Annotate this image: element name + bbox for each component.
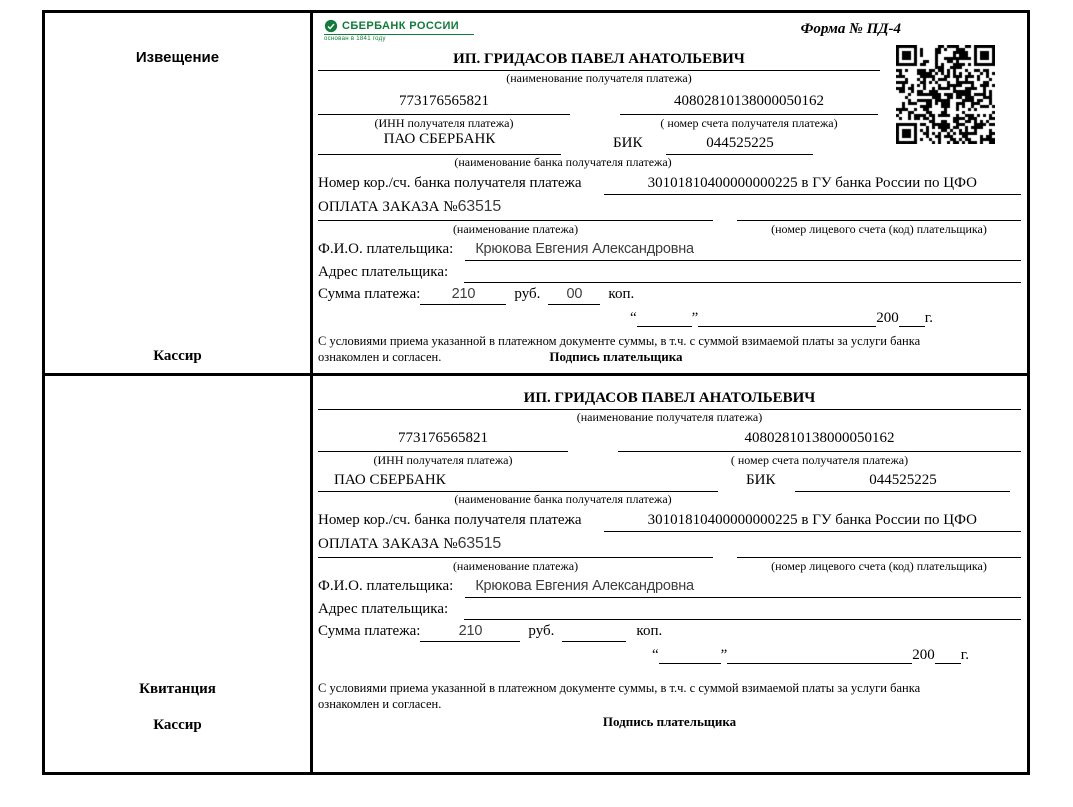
payment-purpose <box>318 195 713 221</box>
receipt-side-column <box>45 376 313 772</box>
terms-line1: С условиями приема указанной в платежном документе суммы, в т.ч. с суммой взимаемой платы за услуги банка <box>318 681 921 695</box>
sum-label: Сумма платежа: <box>318 623 421 639</box>
kop-label: коп. <box>636 623 663 639</box>
pd4-form <box>42 10 1030 775</box>
section-title: Квитанция <box>139 681 216 697</box>
inn-account-row <box>318 430 1021 452</box>
bik-label: БИК <box>613 135 643 151</box>
payer-address-label: Адрес плательщика: <box>318 264 449 280</box>
sum-rub-value: 210 <box>420 283 506 305</box>
bank-caption: (наименование банка получателя платежа) <box>454 492 672 506</box>
account-caption: ( номер счета получателя платежа) <box>660 116 838 130</box>
payer-name-row <box>318 574 1021 598</box>
terms-line1: С условиями приема указанной в платежном документе суммы, в т.ч. с суммой взимаемой платы за услуги банка <box>318 334 921 348</box>
bik-value: 044525225 <box>795 468 1010 492</box>
qr-code <box>896 45 995 144</box>
payment-purpose-label: ОПЛАТА ЗАКАЗА № <box>318 536 458 552</box>
notice-side-column <box>45 13 313 373</box>
sberbank-logo <box>324 19 474 42</box>
personal-account-caption: (номер лицевого счета (код) плательщика) <box>771 559 987 573</box>
personal-account-caption: (номер лицевого счета (код) плательщика) <box>771 222 987 236</box>
close-quote: ” <box>691 310 699 326</box>
section-title: Извещение <box>135 49 220 66</box>
payer-address-row <box>318 598 1021 620</box>
corr-account-row <box>318 508 1021 532</box>
payment-purpose-row <box>318 195 1021 221</box>
inn-caption: (ИНН получателя платежа) <box>374 116 514 130</box>
notice-header-row <box>318 19 1021 45</box>
terms-line2-row <box>318 349 1021 365</box>
kop-label: коп. <box>608 286 635 302</box>
sum-label: Сумма платежа: <box>318 286 421 302</box>
close-quote: ” <box>720 647 728 663</box>
sum-row <box>318 620 1021 642</box>
corr-account-row <box>318 171 1021 195</box>
corr-label: Номер кор./сч. банка получателя платежа <box>318 512 582 528</box>
terms-paragraph <box>318 333 1021 365</box>
recipient-name: ИП. ГРИДАСОВ ПАВЕЛ АНАТОЛЬЕВИЧ <box>318 388 1021 410</box>
date-month-field <box>727 645 912 664</box>
sberbank-logo-text: СБЕРБАНК РОССИИ <box>342 20 460 32</box>
date-month-field <box>698 308 876 327</box>
order-number: 63515 <box>457 535 502 552</box>
inn-value: 773176565821 <box>318 430 568 452</box>
date-year-field <box>899 308 925 327</box>
corr-label: Номер кор./сч. банка получателя платежа <box>318 175 582 191</box>
signature-label: Подпись плательщика <box>549 349 683 364</box>
payer-address-value <box>464 598 1021 620</box>
sberbank-logo-lockup <box>324 19 474 35</box>
sum-row <box>318 283 1021 305</box>
sum-kop-value <box>562 620 626 642</box>
recipient-name-caption: (наименование получателя платежа) <box>576 410 763 424</box>
bik-label: БИК <box>746 472 776 488</box>
open-quote: “ <box>651 647 659 663</box>
bank-name: ПАО СБЕРБАНК <box>318 131 561 155</box>
inn-account-captions <box>318 452 1021 468</box>
account-value: 40802810138000050162 <box>620 93 878 115</box>
open-quote: “ <box>629 310 637 326</box>
payment-caption: (наименование платежа) <box>452 222 579 236</box>
payment-purpose <box>318 532 713 558</box>
cashier-label: Кассир <box>153 717 202 733</box>
date-day-field <box>637 308 692 327</box>
terms-line2: ознакомлен и согласен. <box>318 350 442 364</box>
year-suffix: г. <box>960 647 969 663</box>
recipient-name: ИП. ГРИДАСОВ ПАВЕЛ АНАТОЛЬЕВИЧ <box>318 49 880 71</box>
personal-account-field <box>737 532 1021 558</box>
receipt-section <box>45 373 1027 772</box>
payment-captions-row <box>318 221 1021 237</box>
bank-bik-row <box>318 468 1021 492</box>
receipt-content <box>313 376 1027 772</box>
rub-label: руб. <box>514 286 541 302</box>
notice-content <box>313 13 1027 373</box>
year-prefix: 200 <box>876 310 899 326</box>
payer-name-value: Крюкова Евгения Александровна <box>465 574 1021 598</box>
date-day-field <box>659 645 721 664</box>
payment-purpose-label: ОПЛАТА ЗАКАЗА № <box>318 199 458 215</box>
sum-rub-value: 210 <box>420 620 520 642</box>
date-row <box>318 642 1021 664</box>
corr-value: 30101810400000000225 в ГУ банка России по ЦФО <box>604 508 1021 532</box>
signature-label: Подпись плательщика <box>602 714 737 729</box>
date-row <box>318 305 1021 327</box>
account-value: 40802810138000050162 <box>618 430 1021 452</box>
payer-address-row <box>318 261 1021 283</box>
corr-value: 30101810400000000225 в ГУ банка России по ЦФО <box>604 171 1021 195</box>
sum-kop-value: 00 <box>548 283 600 305</box>
sberbank-circle-icon <box>324 19 338 33</box>
recipient-name-caption: (наименование получателя платежа) <box>506 71 692 85</box>
terms-paragraph <box>318 680 1021 730</box>
terms-line2: ознакомлен и согласен. <box>318 697 442 711</box>
order-number: 63515 <box>457 198 502 215</box>
bank-name: ПАО СБЕРБАНК <box>318 468 718 492</box>
payer-name-label: Ф.И.О. плательщика: <box>318 241 454 257</box>
form-number-label: Форма № ПД-4 <box>800 21 901 37</box>
year-suffix: г. <box>924 310 933 326</box>
payer-address-value <box>464 261 1021 283</box>
payer-name-label: Ф.И.О. плательщика: <box>318 578 454 594</box>
inn-value: 773176565821 <box>318 93 570 115</box>
sberbank-logo-tagline: основан в 1841 году <box>324 36 386 42</box>
bank-caption: (наименование банка получателя платежа) <box>454 155 672 169</box>
payment-caption: (наименование платежа) <box>452 559 579 573</box>
payer-name-value: Крюкова Евгения Александровна <box>465 237 1021 261</box>
personal-account-field <box>737 195 1021 221</box>
payment-purpose-row <box>318 532 1021 558</box>
inn-caption: (ИНН получателя платежа) <box>373 453 513 467</box>
payer-name-row <box>318 237 1021 261</box>
account-caption: ( номер счета получателя платежа) <box>730 453 909 467</box>
rub-label: руб. <box>528 623 555 639</box>
bik-value: 044525225 <box>666 131 813 155</box>
notice-section <box>45 13 1027 373</box>
year-prefix: 200 <box>912 647 935 663</box>
payer-address-label: Адрес плательщика: <box>318 601 449 617</box>
date-year-field <box>935 645 961 664</box>
cashier-label: Кассир <box>153 348 202 364</box>
payment-captions-row <box>318 558 1021 574</box>
